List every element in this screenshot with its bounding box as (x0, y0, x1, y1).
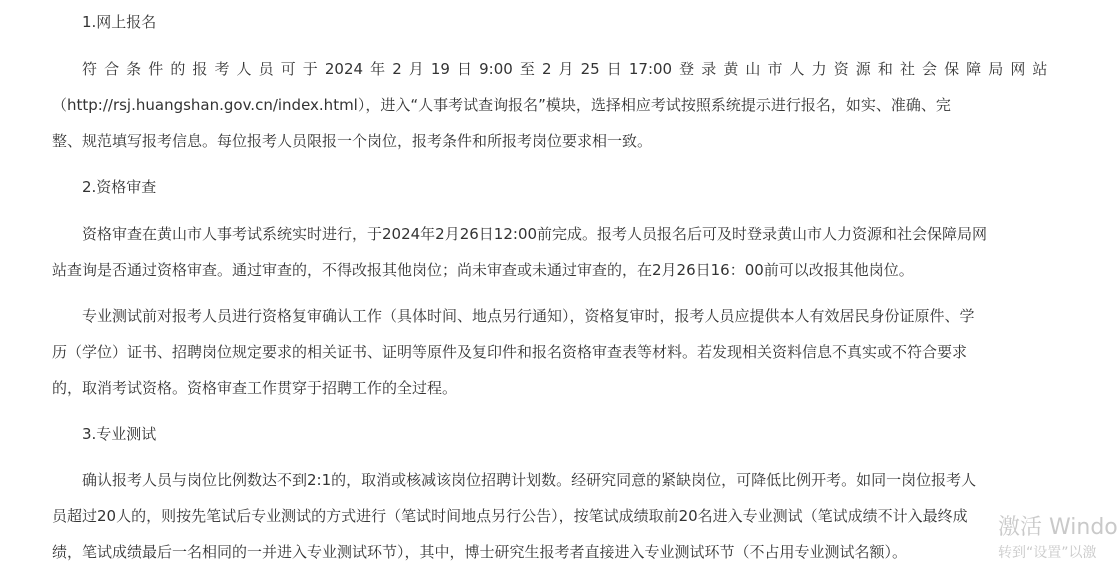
section-heading-qualification-review: 2.资格审查 (82, 178, 157, 196)
activation-watermark-subtitle: 转到“设置”以激 (998, 545, 1097, 561)
paragraph-line: 整、规范填写报考信息。每位报考人员限报一个岗位，报考条件和所报考岗位要求相一致。 (52, 132, 653, 150)
paragraph-line: 符 合 条 件 的 报 考 人 员 可 于 2024 年 2 月 19 日 9:00 至 2 月 25 日 17:00 登 录 黄 山 市 人 力 资 源 和 社 会 保 障 局 网 站 (82, 60, 1048, 78)
paragraph-line: 专业测试前对报考人员进行资格复审确认工作（具体时间、地点另行通知），资格复审时，报考人员应提供本人有效居民身份证原件、学 (82, 307, 975, 325)
paragraph-line: 绩，笔试成绩最后一名相同的一并进入专业测试环节），其中，博士研究生报考者直接进入专业测试环节（不占用专业测试名额）。 (52, 543, 908, 561)
activation-watermark-title: 激活 Windo (998, 515, 1118, 540)
paragraph-line: 员超过20人的，则按先笔试后专业测试的方式进行（笔试时间地点另行公告），按笔试成绩取前20名进入专业测试（笔试成绩不计入最终成 (52, 507, 968, 525)
paragraph-line: 站查询是否通过资格审查。通过审查的，不得改报其他岗位；尚未审查或未通过审查的，在2月26日16：00前可以改报其他岗位。 (52, 261, 914, 279)
section-heading-online-registration: 1.网上报名 (82, 13, 157, 31)
paragraph-line: 确认报考人员与岗位比例数达不到2:1的，取消或核减该岗位招聘计划数。经研究同意的紧缺岗位，可降低比例开考。如同一岗位报考人 (82, 471, 977, 489)
paragraph-line: 的，取消考试资格。资格审查工作贯穿于招聘工作的全过程。 (52, 379, 458, 397)
paragraph-line: 资格审查在黄山市人事考试系统实时进行，于2024年2月26日12:00前完成。报考人员报名后可及时登录黄山市人力资源和社会保障局网 (82, 225, 988, 243)
paragraph-line: 历（学位）证书、招聘岗位规定要求的相关证书、证明等原件及复印件和报名资格审查表等材料。若发现相关资料信息不真实或不符合要求 (52, 343, 968, 361)
paragraph-line: （http://rsj.huangshan.gov.cn/index.html），进入“人事考试查询报名”模块，选择相应考试按照系统提示进行报名，如实、准确、完 (52, 96, 951, 114)
section-heading-professional-test: 3.专业测试 (82, 425, 157, 443)
